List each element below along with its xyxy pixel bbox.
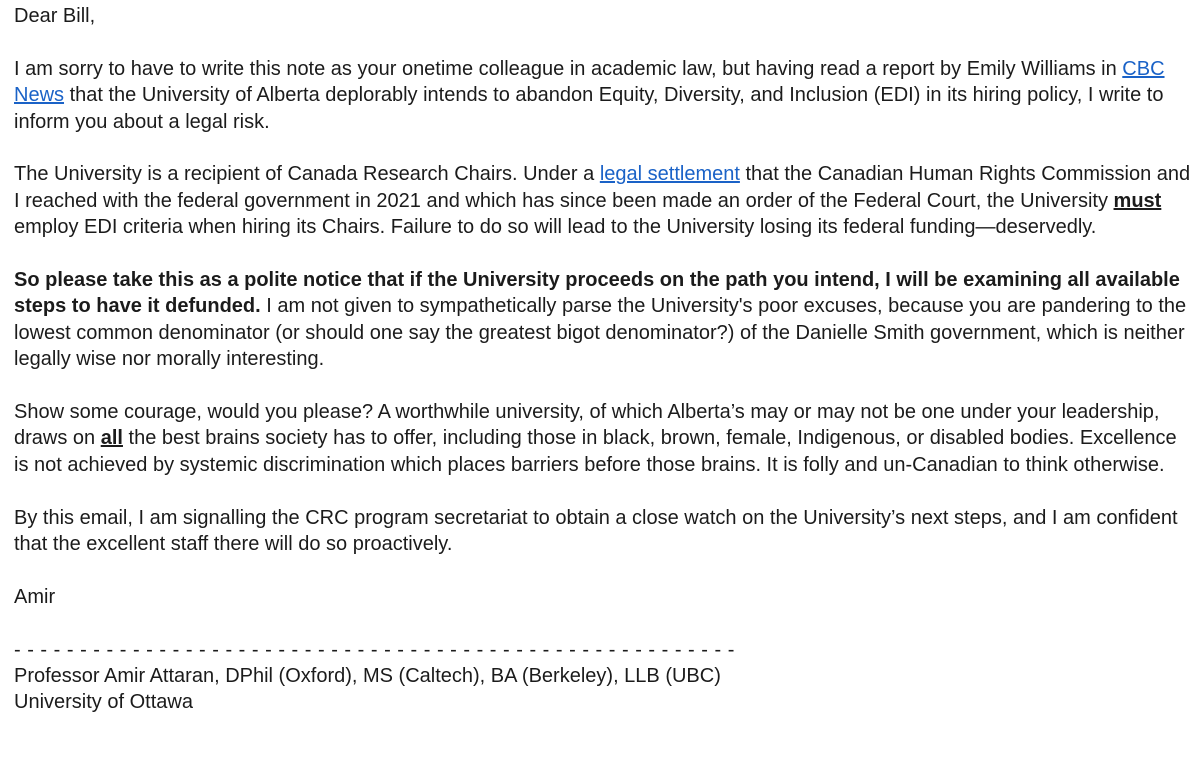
- paragraph-3-bold-notice: So please take this as a polite notice that if the University proceeds on the path you intend, I will be examining all available steps to have it defunded.: [14, 269, 1180, 318]
- paragraph-3: [14, 267, 1194, 373]
- emphasis-must: must: [1113, 189, 1162, 212]
- paragraph-4: [14, 399, 1194, 478]
- paragraph-2: [14, 161, 1194, 240]
- paragraph-2-text-b: that the Canadian Human Rights Commission and I reached with the federal government in 2021 and which has since been made an order of the Federal Court, the University: [14, 163, 1191, 212]
- signature-affiliation: University of Ottawa: [14, 691, 193, 714]
- cbc-news-link[interactable]: CBC News: [14, 57, 1165, 107]
- paragraph-1: [14, 56, 1194, 135]
- paragraph-2-text-c: employ EDI criteria when hiring its Chairs. Failure to do so will lead to the University losing its federal funding—deservedly.: [14, 216, 1097, 239]
- paragraph-1-text-a: I am sorry to have to write this note as your onetime colleague in academic law, but having read a report by Emily Williams in: [14, 57, 1123, 80]
- emphasis-all: all: [100, 427, 123, 450]
- paragraph-5: By this email, I am signalling the CRC program secretariat to obtain a close watch on the University’s next steps, and I am confident that the excellent staff there will do so proactively.: [14, 506, 1178, 556]
- closing: Amir: [14, 585, 56, 608]
- signature-separator: - - - - - - - - - - - - - - - - - - - - - - - - - - - - - - - - - - - - - - - - - - - - - - - - - - - - - - -: [14, 638, 735, 661]
- paragraph-1-text-b: that the University of Alberta deplorably intends to abandon Equity, Diversity, and Inclusion (EDI) in its hiring policy, I write to inform you about a legal risk.: [14, 84, 1164, 133]
- legal-settlement-link[interactable]: legal settlement: [599, 163, 740, 186]
- paragraph-4-text-a: Show some courage, would you please? A worthwhile university, of which Alberta’s may or may not be one under your leadership, draws on: [14, 401, 1160, 450]
- signature-name-line: Professor Amir Attaran, DPhil (Oxford), MS (Caltech), BA (Berkeley), LLB (UBC): [14, 665, 721, 688]
- email-body: [14, 3, 1194, 716]
- paragraph-4-text-b: the best brains society has to offer, including those in black, brown, female, Indigenous, or disabled bodies. Excellence is not achieved by systemic discrimination which places barriers before those brains. It is folly and un-Canadian to think otherwise.: [14, 427, 1177, 476]
- paragraph-2-text-a: The University is a recipient of Canada Research Chairs. Under a: [14, 163, 600, 186]
- greeting: Dear Bill,: [14, 5, 96, 27]
- paragraph-3-text: I am not given to sympathetically parse the University's poor excuses, because you are pandering to the lowest common denominator (or should one say the greatest bigot denominator?) of the Danielle Smith government, which is neither legally wise nor morally interesting.: [14, 295, 1187, 371]
